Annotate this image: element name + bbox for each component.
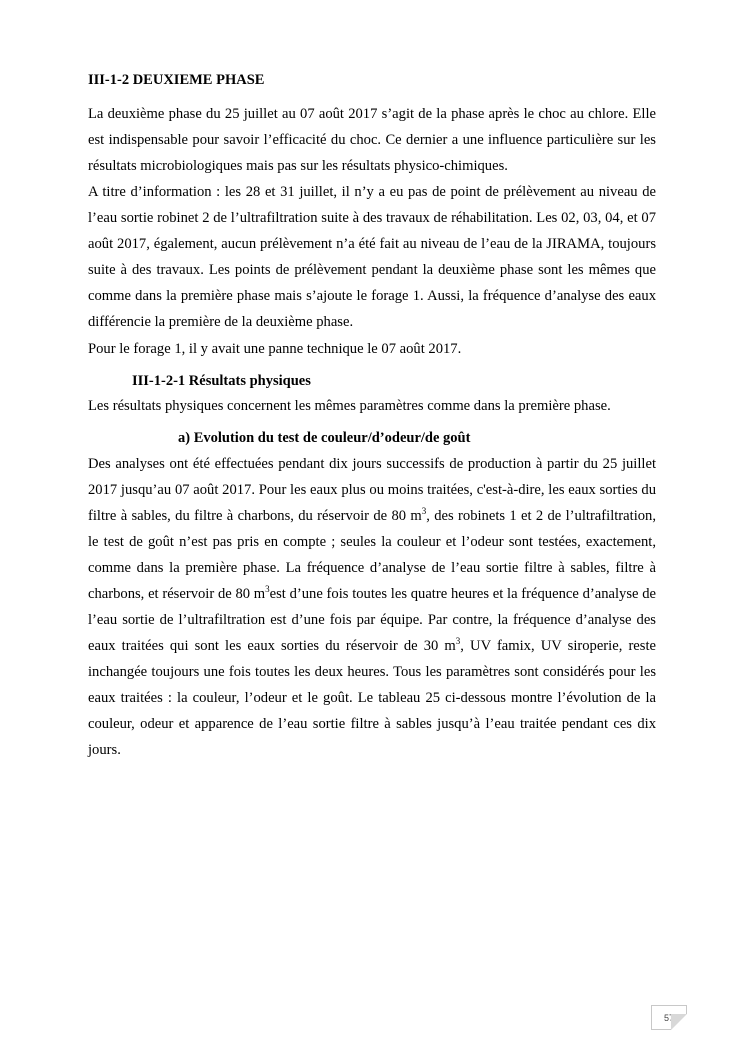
- body-text-part-3: est d’une fois toutes les quatre heures et la fréquence d’analyse de l’eau sortie de l’ultrafiltration est d’une fois par équipe. Par contre, la fréquence d’analyse des eaux traitées qui sont les eaux sorties du réservoir de 30 m: [88, 586, 656, 654]
- section-intro-paragraph: La deuxième phase du 25 juillet au 07 août 2017 s’agit de la phase après le choc au chlore. Elle est indispensable pour savoir l’efficacité du choc. Ce dernier a une influence particulière sur les résultats microbiologiques mais pas sur les résultats physico-chimiques.: [88, 106, 656, 174]
- page-curl-icon: [671, 1014, 687, 1030]
- body-text-part-1: Des analyses ont été effectuées pendant dix jours successifs de production à partir du 25 juillet 2017 jusqu’au 07 août 2017. Pour les eaux plus ou moins traitées, c'est-à-dire, les eaux sorties du filtre à sables, du filtre à charbons, du réservoir de 80 m: [88, 456, 656, 524]
- subsubsection-title: a) Evolution du test de couleur/d’odeur/de goût: [178, 430, 471, 446]
- subsubsection-body-paragraph: [88, 451, 656, 763]
- superscript-exponent-1: 3: [421, 506, 427, 516]
- body-text-part-4: , UV famix, UV siroperie, reste inchangée toujours une fois toutes les deux heures. Tous les paramètres sont considérés pour les eaux traitées : la couleur, l’odeur et le goût. Le tableau 25 ci-dessous montre l’évolution de la couleur, odeur et apparence de l’eau sortie filtre à sables jusqu’à l’eau traitée pendant ces dix jours.: [88, 638, 656, 758]
- section-info-paragraph: A titre d’information : les 28 et 31 juillet, il n’y a eu pas de point de prélèvement au niveau de l’eau sortie robinet 2 de l’ultrafiltration suite à des travaux de réhabilitation. Les 02, 03, 04, et 07 août 2017, également, aucun prélèvement n’a été fait au niveau de l’eau de la JIRAMA, toujours suite à des travaux. Les points de prélèvement pendant la deuxième phase sont les mêmes que comme dans la première phase mais s’ajoute le forage 1. Aussi, la fréquence d’analyse des eaux différencie la première de la deuxième phase.: [88, 184, 656, 330]
- superscript-exponent-3: 3: [455, 636, 461, 646]
- subsection-intro: Les résultats physiques concernent les mêmes paramètres comme dans la première phase.: [88, 398, 611, 414]
- subsection-title: III-1-2-1 Résultats physiques: [132, 373, 311, 389]
- page-number-badge: [651, 1005, 687, 1030]
- superscript-exponent-2: 3: [265, 584, 270, 594]
- forage-note: Pour le forage 1, il y avait une panne technique le 07 août 2017.: [88, 341, 462, 357]
- body-text-part-2: , des robinets 1 et 2 de l’ultrafiltration, le test de goût n’est pas pris en compte ; seules la couleur et l’odeur sont testées, exactement, comme dans la première phase. La fréquence d’analyse de l’eau sortie filtre à sables, filtre à charbons, et réservoir de 80 m: [88, 508, 656, 602]
- section-title: III-1-2 DEUXIEME PHASE: [88, 72, 265, 88]
- page-number: 57: [663, 1013, 674, 1023]
